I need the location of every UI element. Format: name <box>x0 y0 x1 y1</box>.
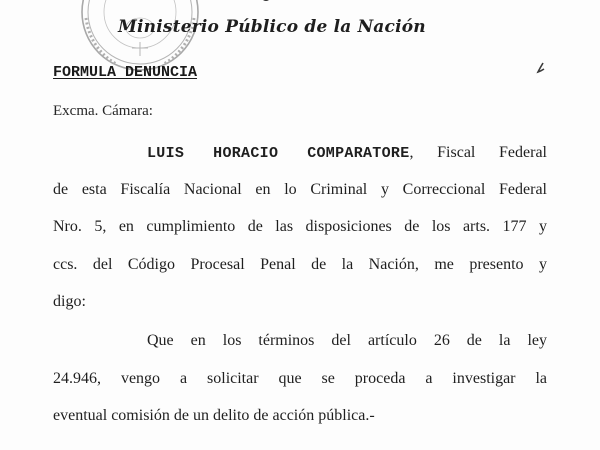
prosecutor-name: LUIS HORACIO COMPARATORE <box>147 145 410 162</box>
paragraph-1-line-4: ccs. del Código Procesal Penal de la Nación, me presento y <box>53 256 547 273</box>
paragraph-2-line-3: eventual comisión de un delito de acción pública.- <box>53 407 375 424</box>
emblem-icon <box>256 0 276 6</box>
paragraph-1-line-1 <box>147 144 547 163</box>
stray-mark-icon <box>534 60 548 76</box>
salutation: Excma. Cámara: <box>53 103 153 119</box>
paragraph-1-line-3: Nro. 5, en cumplimiento de las disposiciones de los arts. 177 y <box>53 218 547 235</box>
paragraph-1-line-5: digo: <box>53 293 86 310</box>
institution-header: Ministerio Público de la Nación <box>118 17 426 37</box>
document-title: FORMULA DENUNCIA <box>53 64 198 81</box>
paragraph-2-line-1: Que en los términos del artículo 26 de la ley <box>147 332 547 349</box>
paragraph-1-line-1-rest: , Fiscal Federal <box>409 144 547 161</box>
paragraph-2-line-2: 24.946, vengo a solicitar que se proceda a investigar la <box>53 370 547 387</box>
paragraph-1-line-2: de esta Fiscalía Nacional en lo Criminal y Correccional Federal <box>53 181 547 198</box>
